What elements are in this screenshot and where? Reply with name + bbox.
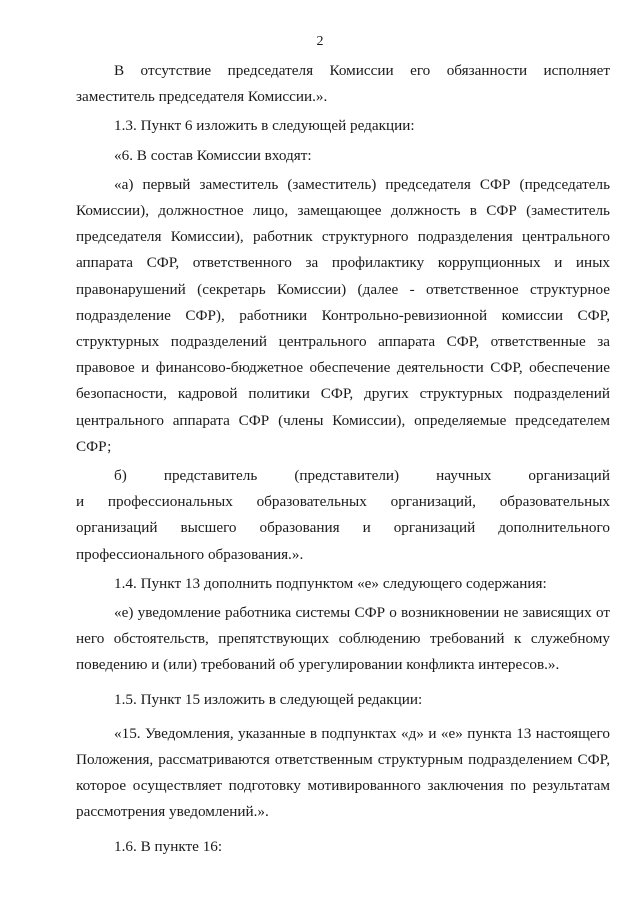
word: организаций [393,519,476,537]
word: научных [436,467,492,485]
word: и [362,519,371,537]
paragraph-subitem-e: «е) уведомление работника системы СФР о возникновении не зависящих от него обстоятельств, препятствующих соблюдению требований к служебному поведению и (или) требований об урегулировании конфликта интересов.». [76,604,610,674]
word: высшего [180,519,237,537]
paragraph-1-3: 1.3. Пункт 6 изложить в следующей редакции: [114,117,415,135]
paragraph-item-15: «15. Уведомления, указанные в подпунктах «д» и «е» пункта 13 настоящего Положения, рассматриваются ответственным структурным подразделением СФР, которое осуществляет подготовку мотивированного заключения по результатам рассмотрения уведомлений.». [76,724,610,821]
word: профессиональных [107,493,233,511]
paragraph-subitem-b-line-1 [76,463,610,489]
paragraph-1-5: 1.5. Пункт 15 изложить в следующей редакции: [114,690,423,708]
document-body [76,58,610,860]
word: (представители) [294,467,400,485]
word: представитель [163,467,258,485]
page-number: 2 [316,34,324,49]
word: организаций [76,519,158,537]
paragraph-1-4: 1.4. Пункт 13 дополнить подпунктом «е» следующего содержания: [114,574,547,592]
paragraph-subitem-b-line-4: профессионального образования.». [76,545,304,563]
word: образовательных [499,493,610,511]
word: образовательных [256,493,367,511]
paragraph-subitem-a: «а) первый заместитель (заместитель) председателя СФР (председатель Комиссии), должностное лицо, замещающее должность в СФР (заместитель председателя Комиссии), работник структурного подразделения центрального аппарата СФР, ответственного за профилактику коррупционных и иных правонарушений (секретарь Комиссии) (далее - ответственное структурное подразделение СФР), работники Контрольно-ревизионной комиссии СФР, структурных подразделений центрального аппарата СФР, ответственные за правовое и финансово-бюджетное обеспечение деятельности СФР, обеспечение безопасности, кадровой политики СФР, других структурных подразделений центрального аппарата СФР (члены Комиссии), определяемые председателем СФР; [76,175,610,455]
paragraph-chairman-absence: В отсутствие председателя Комиссии его обязанности исполняет заместитель председателя Комиссии.». [76,62,610,106]
paragraph-item-6: «6. В состав Комиссии входят: [114,146,312,164]
word: и [76,493,85,511]
word: дополнительного [498,519,610,537]
paragraph-subitem-b-line-3 [76,515,610,541]
word: организаций, [390,493,476,511]
word: организаций [528,467,610,485]
word: образования [259,519,340,537]
paragraph-subitem-b-line-2 [76,489,610,515]
word: б) [114,467,127,485]
paragraph-1-6: 1.6. В пункте 16: [114,837,223,855]
